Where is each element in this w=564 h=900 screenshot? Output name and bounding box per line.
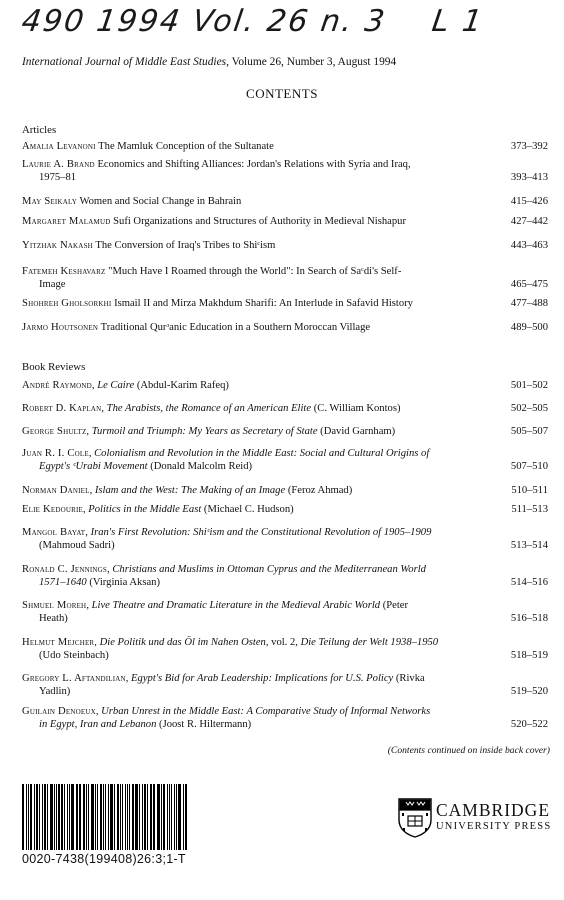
review-reviewer: (Feroz Ahmad) (285, 485, 353, 496)
review-pages: 518–519 (510, 650, 548, 661)
publisher-name: CAMBRIDGE (436, 800, 551, 820)
review-continued (22, 718, 548, 731)
barcode-bar (79, 784, 80, 850)
barcode-bar (174, 784, 175, 850)
barcode-bar (83, 784, 85, 850)
review-line: Elie Kedourie, Politics in the Middle East (Michael C. Hudson) (22, 504, 294, 515)
barcode-bar (176, 784, 177, 850)
barcode-bar (86, 784, 87, 850)
article-author: May Seikaly (22, 196, 77, 207)
book-reviews-heading: Book Reviews (22, 361, 86, 373)
barcode-bar (150, 784, 151, 850)
barcode-bar (108, 784, 109, 850)
review-continued (22, 539, 548, 552)
article-entry (22, 158, 548, 184)
review-author: Gregory L. Aftandilian (22, 673, 126, 684)
article-pages: 427–442 (510, 216, 548, 227)
article-line (22, 195, 548, 208)
journal-details: , Volume 26, Number 3, August 1994 (226, 56, 397, 68)
barcode-bar (139, 784, 140, 850)
review-reviewer-continued: (Mahmoud Sadri) (39, 540, 115, 551)
barcode-bar (67, 784, 68, 850)
review-entry (22, 379, 548, 392)
continued-note: (Contents continued on inside back cover) (387, 745, 550, 756)
article-author: Margaret Malamud (22, 216, 111, 227)
review-pages: 507–510 (510, 461, 548, 472)
article-entry (22, 195, 548, 208)
review-line: Gregory L. Aftandilian, Egypt's Bid for Arab Leadership: Implications for U.S. Policy (Rivka (22, 673, 425, 684)
publisher-press: UNIVERSITY PRESS (436, 821, 552, 832)
barcode-bar (153, 784, 155, 850)
barcode-bar (127, 784, 128, 850)
article-pages: 443–463 (510, 240, 548, 251)
barcode-bar (44, 784, 46, 850)
barcode-bar (39, 784, 40, 850)
barcode-number: 0020-7438(199408)26:3;1-T (22, 852, 186, 866)
barcode-bar (135, 784, 138, 850)
review-line: Ronald C. Jennings, Christians and Muslims in Ottoman Cyprus and the Mediterranean World (22, 564, 426, 575)
review-author: Mangol Bayat (22, 527, 86, 538)
barcode-bar (47, 784, 48, 850)
review-line: Guilain Denoeux, Urban Unrest in the Middle East: A Comparative Study of Informal Networks (22, 706, 431, 717)
article-author: Amalia Levanoni (22, 141, 96, 152)
review-reviewer: (C. William Kontos) (311, 403, 401, 414)
article-line (22, 140, 548, 153)
barcode-bar (129, 784, 130, 850)
review-entry (22, 503, 548, 516)
review-reviewer-continued: (Joost R. Hiltermann) (156, 719, 252, 730)
article-entry (22, 265, 548, 291)
barcode-bar (122, 784, 123, 850)
review-author: Elie Kedourie (22, 504, 83, 515)
barcode (22, 784, 188, 850)
barcode-bar (147, 784, 148, 850)
article-pages: 465–475 (510, 279, 548, 290)
review-book-subtitle: Die Teilung der Welt 1938–1950 (300, 637, 439, 648)
review-author: Juan R. I. Cole (22, 448, 89, 459)
article-title: "Much Have I Roamed through the World": In Search of Saᶜdi's Self- (108, 266, 402, 277)
article-line (22, 158, 548, 171)
handwritten-note: 490 1994 Vol. 26 n. 3 L 1 (19, 4, 487, 39)
barcode-bar (103, 784, 105, 850)
journal-line (22, 56, 542, 68)
article-title: Traditional Qurᵓanic Education in a Southern Moroccan Village (100, 322, 371, 333)
review-line: André Raymond, Le Caire (Abdul-Karim Rafeq) (22, 380, 229, 391)
barcode-bar (157, 784, 160, 850)
review-book-title: Egypt's Bid for Arab Leadership: Implications for U.S. Policy (131, 673, 394, 684)
publisher-logo (398, 798, 558, 840)
review-reviewer: (David Garnham) (317, 426, 396, 437)
barcode-bar (30, 784, 33, 850)
review-reviewer: (Rivka (393, 673, 425, 684)
review-author: André Raymond (22, 380, 92, 391)
review-title-continued: 1571–1640 (39, 577, 87, 588)
review-entry (22, 425, 548, 438)
barcode-bar (26, 784, 27, 850)
barcode-bar (54, 784, 55, 850)
article-entry (22, 215, 548, 228)
article-title: The Conversion of Iraq's Tribes to Shiᶜism (95, 240, 276, 251)
review-book-title: Christians and Muslims in Ottoman Cyprus and the Mediterranean World (112, 564, 426, 575)
review-book-title: Politics in the Middle East (88, 504, 202, 515)
review-book-title: Turmoil and Triumph: My Years as Secretary of State (91, 426, 318, 437)
article-pages: 393–413 (510, 172, 548, 183)
article-title: Economics and Shifting Alliances: Jordan's Relations with Syria and Iraq, (97, 159, 411, 170)
review-author: Norman Daniel (22, 485, 90, 496)
barcode-bar (125, 784, 127, 850)
barcode-bar (117, 784, 119, 850)
review-entry (22, 447, 548, 473)
barcode-bar (185, 784, 187, 850)
review-book-title: Le Caire (97, 380, 135, 391)
review-line: Mangol Bayat, Iran's First Revolution: Shiᶜism and the Constitutional Revolution of 1905–1909 (22, 527, 432, 538)
barcode-bar (22, 784, 24, 850)
barcode-bar (151, 784, 152, 850)
review-pages: 520–522 (510, 719, 548, 730)
review-line: Shmuel Moreh, Live Theatre and Dramatic Literature in the Medieval Arabic World (Peter (22, 600, 409, 611)
barcode-bar (178, 784, 181, 850)
review-continued (22, 576, 548, 589)
review-continued (22, 460, 548, 473)
article-entry (22, 321, 548, 334)
barcode-bar (183, 784, 184, 850)
review-title-continued: in Egypt, Iran and Lebanon (39, 719, 157, 730)
article-line (22, 321, 548, 334)
review-continued (22, 685, 548, 698)
review-reviewer-continued: (Virginia Aksan) (86, 577, 160, 588)
review-pages: 514–516 (510, 577, 548, 588)
barcode-bar (28, 784, 29, 850)
review-entry (22, 636, 548, 662)
review-title-continued: Egypt's ᶜUrabi Movement (39, 461, 148, 472)
review-pages: 516–518 (510, 613, 548, 624)
barcode-bar (169, 784, 170, 850)
article-title: Ismail II and Mirza Makhdum Sharifi: An Interlude in Safavid History (114, 298, 413, 309)
review-pages: 501–502 (510, 380, 548, 391)
barcode-bar (142, 784, 143, 850)
barcode-bar (56, 784, 57, 850)
article-line (22, 265, 548, 278)
article-title: The Mamluk Conception of the Sultanate (98, 141, 274, 152)
review-book-title: Live Theatre and Dramatic Literature in the Medieval Arabic World (91, 600, 381, 611)
article-pages: 489–500 (510, 322, 548, 333)
barcode-bar (34, 784, 35, 850)
review-author: Shmuel Moreh (22, 600, 87, 611)
review-reviewer-continued: Yadlin) (39, 686, 71, 697)
review-author: Guilain Denoeux (22, 706, 96, 717)
article-title: Women and Social Change in Bahrain (79, 196, 242, 207)
barcode-bar (88, 784, 89, 850)
barcode-bar (161, 784, 162, 850)
article-pages: 415–426 (510, 196, 548, 207)
cambridge-shield-icon (398, 798, 432, 838)
article-entry (22, 239, 548, 252)
review-reviewer: (Michael C. Hudson) (201, 504, 294, 515)
barcode-bar (163, 784, 165, 850)
barcode-bar (36, 784, 38, 850)
article-entry (22, 140, 548, 153)
article-pages: 477–488 (510, 298, 548, 309)
review-book-title: Iran's First Revolution: Shiᶜism and the Constitutional Revolution of 1905–1909 (90, 527, 432, 538)
barcode-bar (95, 784, 96, 850)
article-entry (22, 297, 548, 310)
review-entry (22, 672, 548, 698)
review-entry (22, 599, 548, 625)
barcode-bar (120, 784, 121, 850)
review-continued (22, 612, 548, 625)
article-title-continued: 1975–81 (39, 172, 77, 183)
barcode-bar (71, 784, 74, 850)
review-book-title: The Arabists, the Romance of an American Elite (106, 403, 312, 414)
barcode-bar (50, 784, 53, 850)
barcode-bar (100, 784, 102, 850)
review-continued (22, 649, 548, 662)
article-title-continued: Image (39, 279, 66, 290)
barcode-bar (91, 784, 94, 850)
barcode-bar (42, 784, 43, 850)
article-author: Jarmo Houtsonen (22, 322, 99, 333)
review-reviewer: (Abdul-Karim Rafeq) (134, 380, 229, 391)
review-pages: 519–520 (510, 686, 548, 697)
review-book-title: Islam and the West: The Making of an Image (94, 485, 286, 496)
review-reviewer: (Peter (380, 600, 409, 611)
review-author: George Shultz (22, 426, 87, 437)
review-pages: 513–514 (510, 540, 548, 551)
review-author: Ronald C. Jennings (22, 564, 108, 575)
review-line: Helmut Mejcher, Die Politik und das Öl im Nahen Osten, vol. 2, Die Teilung der Welt 1938–1950 (22, 637, 439, 648)
review-reviewer-continued: (Udo Steinbach) (39, 650, 109, 661)
review-line: Norman Daniel, Islam and the West: The Making of an Image (Feroz Ahmad) (22, 485, 353, 496)
review-reviewer-continued: (Donald Malcolm Reid) (147, 461, 253, 472)
barcode-bar (132, 784, 134, 850)
review-reviewer-continued: Heath) (39, 613, 68, 624)
barcode-bar (171, 784, 173, 850)
article-line (22, 215, 548, 228)
review-reviewer: , vol. 2, (265, 637, 301, 648)
review-author: Robert D. Kaplan (22, 403, 102, 414)
review-entry (22, 402, 548, 415)
review-pages: 511–513 (511, 504, 548, 515)
review-book-title: Colonialism and Revolution in the Middle East: Social and Cultural Origins of (94, 448, 430, 459)
review-author: Helmut Mejcher (22, 637, 95, 648)
articles-heading: Articles (22, 124, 57, 136)
barcode-bar (105, 784, 106, 850)
review-book-title: Urban Unrest in the Middle East: A Comparative Study of Informal Networks (101, 706, 431, 717)
article-line (22, 239, 548, 252)
barcode-bar (76, 784, 78, 850)
review-line: George Shultz, Turmoil and Triumph: My Years as Secretary of State (David Garnham) (22, 426, 396, 437)
article-author: Shohreh Gholsorkhi (22, 298, 112, 309)
review-entry (22, 526, 548, 552)
barcode-bar (114, 784, 115, 850)
barcode-bar (80, 784, 81, 850)
review-entry (22, 563, 548, 589)
review-book-title: Die Politik und das Öl im Nahen Osten (99, 637, 266, 648)
review-line: Robert D. Kaplan, The Arabists, the Romance of an American Elite (C. William Kontos) (22, 403, 401, 414)
article-author: Yitzhak Nakash (22, 240, 93, 251)
article-pages: 373–392 (510, 141, 548, 152)
article-author: Laurie A. Brand (22, 159, 95, 170)
barcode-bar (64, 784, 65, 850)
journal-title: International Journal of Middle East Studies (22, 56, 227, 68)
article-title: Sufi Organizations and Structures of Authority in Medieval Nishapur (113, 216, 406, 227)
article-line (22, 297, 548, 310)
article-author: Fatemeh Keshavarz (22, 266, 106, 277)
barcode-bar (110, 784, 113, 850)
barcode-bar (69, 784, 70, 850)
barcode-bar (167, 784, 168, 850)
review-line: Juan R. I. Cole, Colonialism and Revolution in the Middle East: Social and Cultural Origins of (22, 448, 430, 459)
review-entry (22, 484, 548, 497)
barcode-bar (61, 784, 63, 850)
review-pages: 510–511 (511, 485, 548, 496)
contents-heading: CONTENTS (246, 86, 318, 101)
review-pages: 505–507 (510, 426, 548, 437)
barcode-bar (144, 784, 146, 850)
review-pages: 502–505 (510, 403, 548, 414)
barcode-bar (97, 784, 98, 850)
barcode-bar (58, 784, 60, 850)
review-entry (22, 705, 548, 731)
